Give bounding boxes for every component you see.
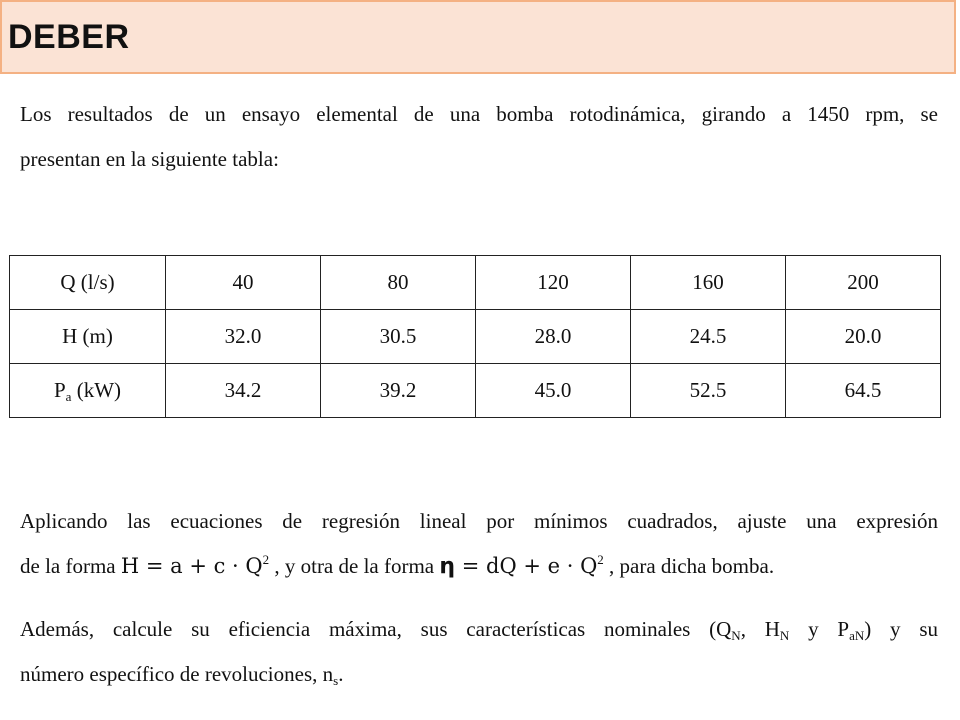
task-text-b: , y otra de la forma xyxy=(269,554,440,578)
table-cell: 120 xyxy=(476,256,631,310)
extra-text-d: ) y su xyxy=(864,617,939,641)
intro-line-2: presentan en la siguiente tabla: xyxy=(20,147,279,171)
subscript-pan: aN xyxy=(849,628,865,643)
table-cell: 28.0 xyxy=(476,310,631,364)
table-cell: 80 xyxy=(321,256,476,310)
table-cell: 39.2 xyxy=(321,364,476,418)
task-line-2 xyxy=(20,552,938,579)
page-title: DEBER xyxy=(8,18,130,56)
table-cell: 160 xyxy=(631,256,786,310)
intro-paragraph xyxy=(20,104,938,170)
table-cell: 30.5 xyxy=(321,310,476,364)
pa-subscript: a xyxy=(65,389,72,404)
task-text-a: de la forma xyxy=(20,554,121,578)
extra-line-1 xyxy=(20,617,939,643)
table-row xyxy=(10,364,941,418)
extra-text-b: , H xyxy=(740,617,780,641)
table-row xyxy=(10,310,941,364)
pa-symbol: P xyxy=(53,378,66,402)
task-paragraph xyxy=(20,511,938,578)
header-banner xyxy=(0,0,956,74)
table-cell: 52.5 xyxy=(631,364,786,418)
table-cell: 64.5 xyxy=(786,364,941,418)
row-label-h: H (m) xyxy=(10,310,166,364)
table-row xyxy=(10,256,941,310)
table-cell: 32.0 xyxy=(166,310,321,364)
pa-unit: (kW) xyxy=(71,378,122,402)
eta-symbol: η xyxy=(439,554,456,579)
extra-line-2 xyxy=(20,662,938,688)
subscript-qn: N xyxy=(731,628,741,643)
row-label-pa xyxy=(10,364,166,418)
extra-text-a: Además, calcule su eficiencia máxima, sus características nominales (Q xyxy=(20,617,732,641)
intro-line-1: Los resultados de un ensayo elemental de una bomba rotodinámica, girando a 1450 rpm, se xyxy=(20,102,938,126)
equation-head: H = a + c · Q xyxy=(120,554,263,578)
table-cell: 20.0 xyxy=(786,310,941,364)
task-text-c: , para dicha bomba. xyxy=(603,554,775,578)
extra-paragraph xyxy=(20,617,939,688)
subscript-hn: N xyxy=(779,628,790,643)
row-label-q: Q (l/s) xyxy=(10,256,166,310)
extra-text-f: . xyxy=(338,662,344,686)
pump-test-table xyxy=(9,255,941,418)
task-line-1: Aplicando las ecuaciones de regresión lineal por mínimos cuadrados, ajuste una expresión xyxy=(20,509,938,533)
subscript-ns: s xyxy=(333,673,339,688)
table-cell: 200 xyxy=(786,256,941,310)
equation-head-exponent: 2 xyxy=(262,552,270,567)
table-cell: 40 xyxy=(166,256,321,310)
extra-text-e: número específico de revoluciones, n xyxy=(20,662,334,686)
equation-efficiency: = dQ + e · Q xyxy=(455,554,598,578)
table-cell: 34.2 xyxy=(166,364,321,418)
extra-text-c: y P xyxy=(789,617,850,641)
table-cell: 45.0 xyxy=(476,364,631,418)
equation-efficiency-exponent: 2 xyxy=(597,552,604,567)
table-cell: 24.5 xyxy=(631,310,786,364)
